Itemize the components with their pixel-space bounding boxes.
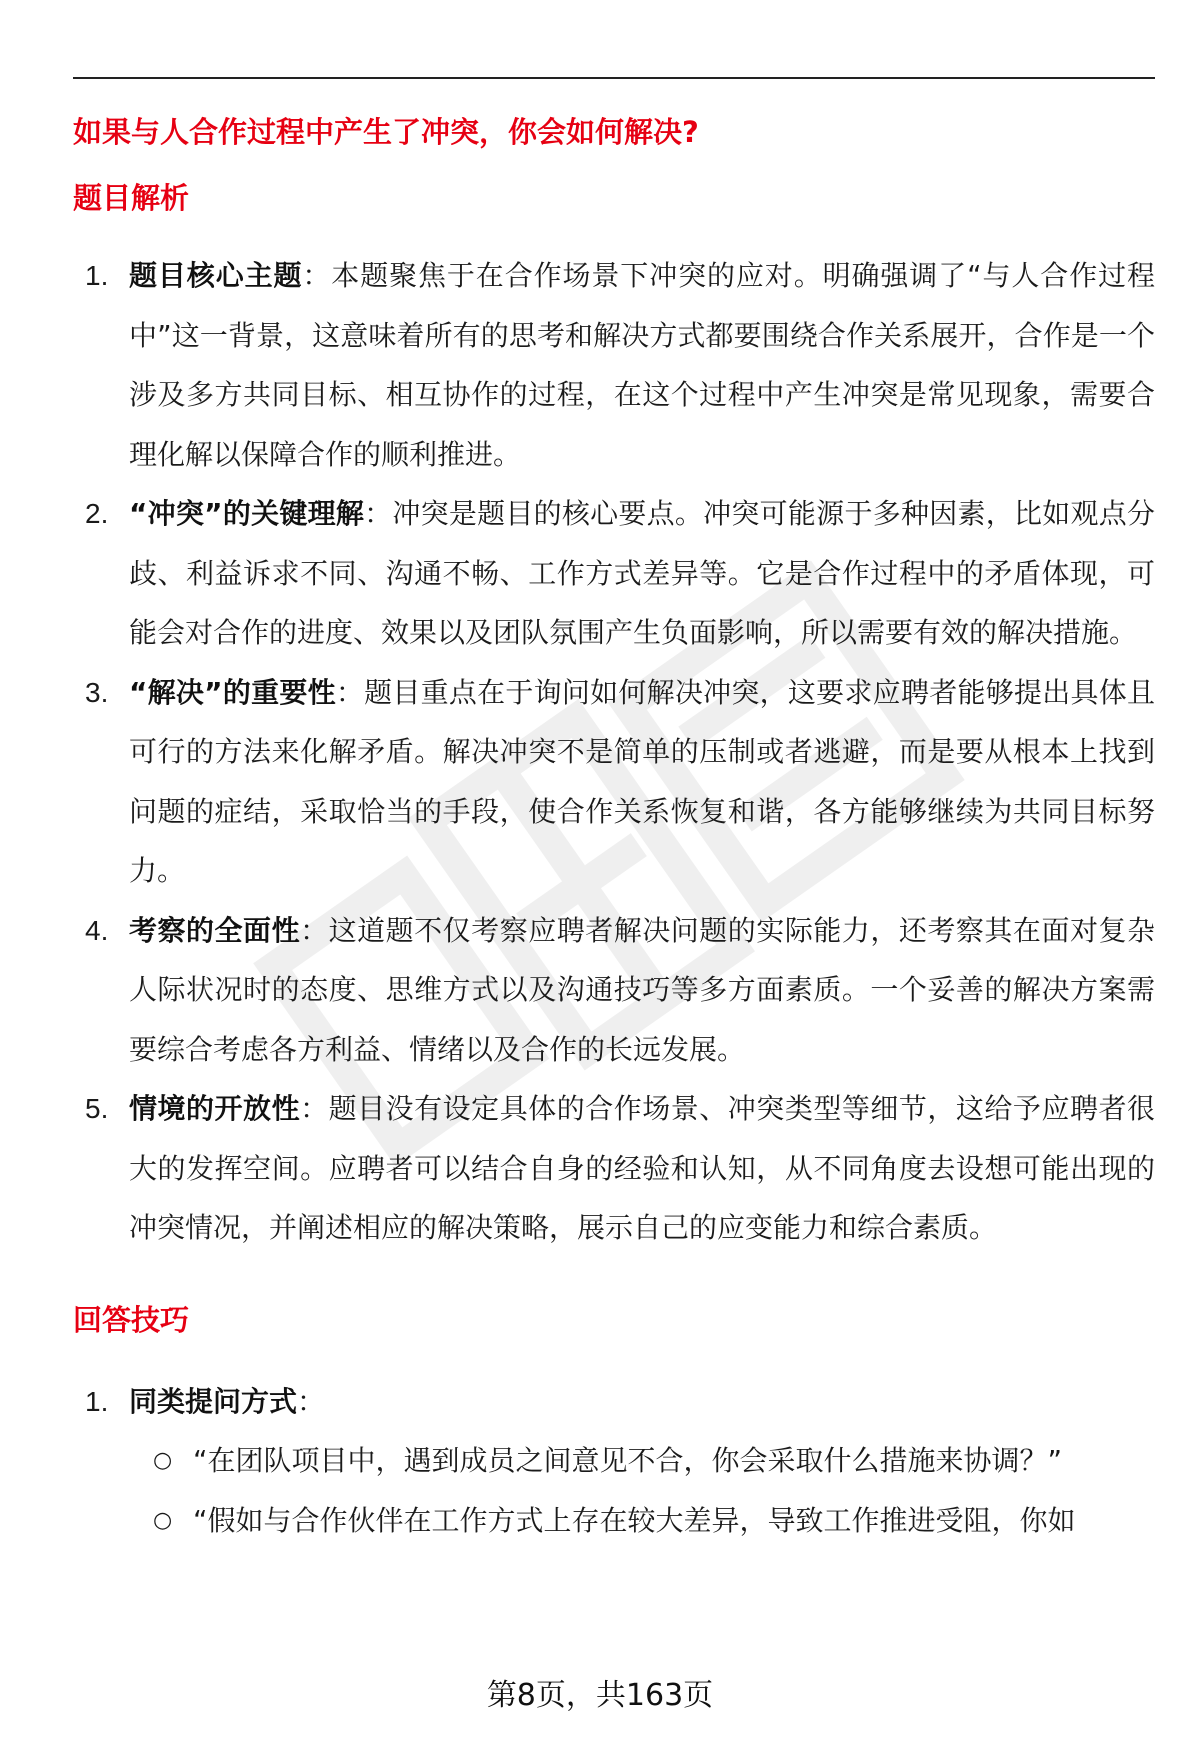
- analysis-item: [73, 246, 1155, 484]
- analysis-item: [73, 901, 1155, 1080]
- item-text: ：本题聚焦于在合作场景下冲突的应对。明确强调了“与人合作过程中”这一背景，这意味着所有的思考和解决方式都要围绕合作关系展开，合作是一个涉及多方共同目标、相互协作的过程，在这个过程中产生冲突是常见现象，需要合理化解以保障合作的顺利推进。: [129, 259, 1155, 471]
- tips-list: [73, 1372, 1155, 1551]
- analysis-item: [73, 484, 1155, 663]
- sub-item: [73, 1431, 1155, 1491]
- sub-item-text: “假如与合作伙伴在工作方式上存在较大差异，导致工作推进受阻，你如: [193, 1503, 1076, 1537]
- section-title-tips: 回答技巧: [73, 1302, 190, 1337]
- item-lead: 考察的全面性: [129, 913, 301, 947]
- item-lead: 情境的开放性: [129, 1092, 301, 1125]
- tips-sublist: [129, 1431, 1155, 1550]
- analysis-item: [73, 663, 1155, 901]
- question-title: 如果与人合作过程中产生了冲突，你会如何解决?: [73, 115, 699, 149]
- page-footer: 第8页，共163页: [486, 1678, 714, 1713]
- item-number: 1.: [85, 1385, 109, 1417]
- circle-bullet-icon: ○: [153, 1507, 173, 1533]
- analysis-list: [73, 246, 1155, 1258]
- item-text: ：题目没有设定具体的合作场景、冲突类型等细节，这给予应聘者很大的发挥空间。应聘者可以结合自身的经验和认知，从不同角度去设想可能出现的冲突情况，并阐述相应的解决策略，展示自己的应变能力和综合素质。: [129, 1092, 1155, 1244]
- sub-item-text: “在团队项目中，遇到成员之间意见不合，你会采取什么措施来协调？”: [193, 1444, 1063, 1477]
- item-number: 3.: [85, 676, 109, 708]
- item-number: 2.: [85, 498, 109, 529]
- header-rule: [73, 77, 1155, 79]
- item-colon: ：: [297, 1384, 326, 1418]
- tips-item: [73, 1372, 1155, 1551]
- analysis-item: [73, 1079, 1155, 1258]
- item-text: ：这道题不仅考察应聘者解决问题的实际能力，还考察其在面对复杂人际状况时的态度、思维方式以及沟通技巧等多方面素质。一个妥善的解决方案需要综合考虑各方利益、情绪以及合作的长远发展。: [129, 913, 1155, 1066]
- section-title-analysis: 题目解析: [73, 181, 190, 215]
- item-lead: 题目核心主题: [129, 259, 303, 292]
- item-lead: “解决”的重要性: [129, 675, 336, 709]
- item-number: 1.: [85, 260, 109, 291]
- item-number: 5.: [85, 1093, 109, 1124]
- item-lead: 同类提问方式: [129, 1384, 298, 1418]
- circle-bullet-icon: ○: [153, 1448, 173, 1473]
- sub-item: [73, 1491, 1155, 1551]
- item-text: ：题目重点在于询问如何解决冲突，这要求应聘者能够提出具体且可行的方法来化解矛盾。解决冲突不是简单的压制或者逃避，而是要从根本上找到问题的症结，采取恰当的手段，使合作关系恢复和谐，各方能够继续为共同目标努力。: [129, 675, 1155, 887]
- item-number: 4.: [85, 914, 109, 946]
- item-text: ：冲突是题目的核心要点。冲突可能源于多种因素，比如观点分歧、利益诉求不同、沟通不畅、工作方式差异等。它是合作过程中的矛盾体现，可能会对合作的进度、效果以及团队氛围产生负面影响，所以需要有效的解决措施。: [129, 497, 1155, 649]
- document-page: [73, 100, 1155, 1550]
- item-lead: “冲突”的关键理解: [129, 497, 365, 530]
